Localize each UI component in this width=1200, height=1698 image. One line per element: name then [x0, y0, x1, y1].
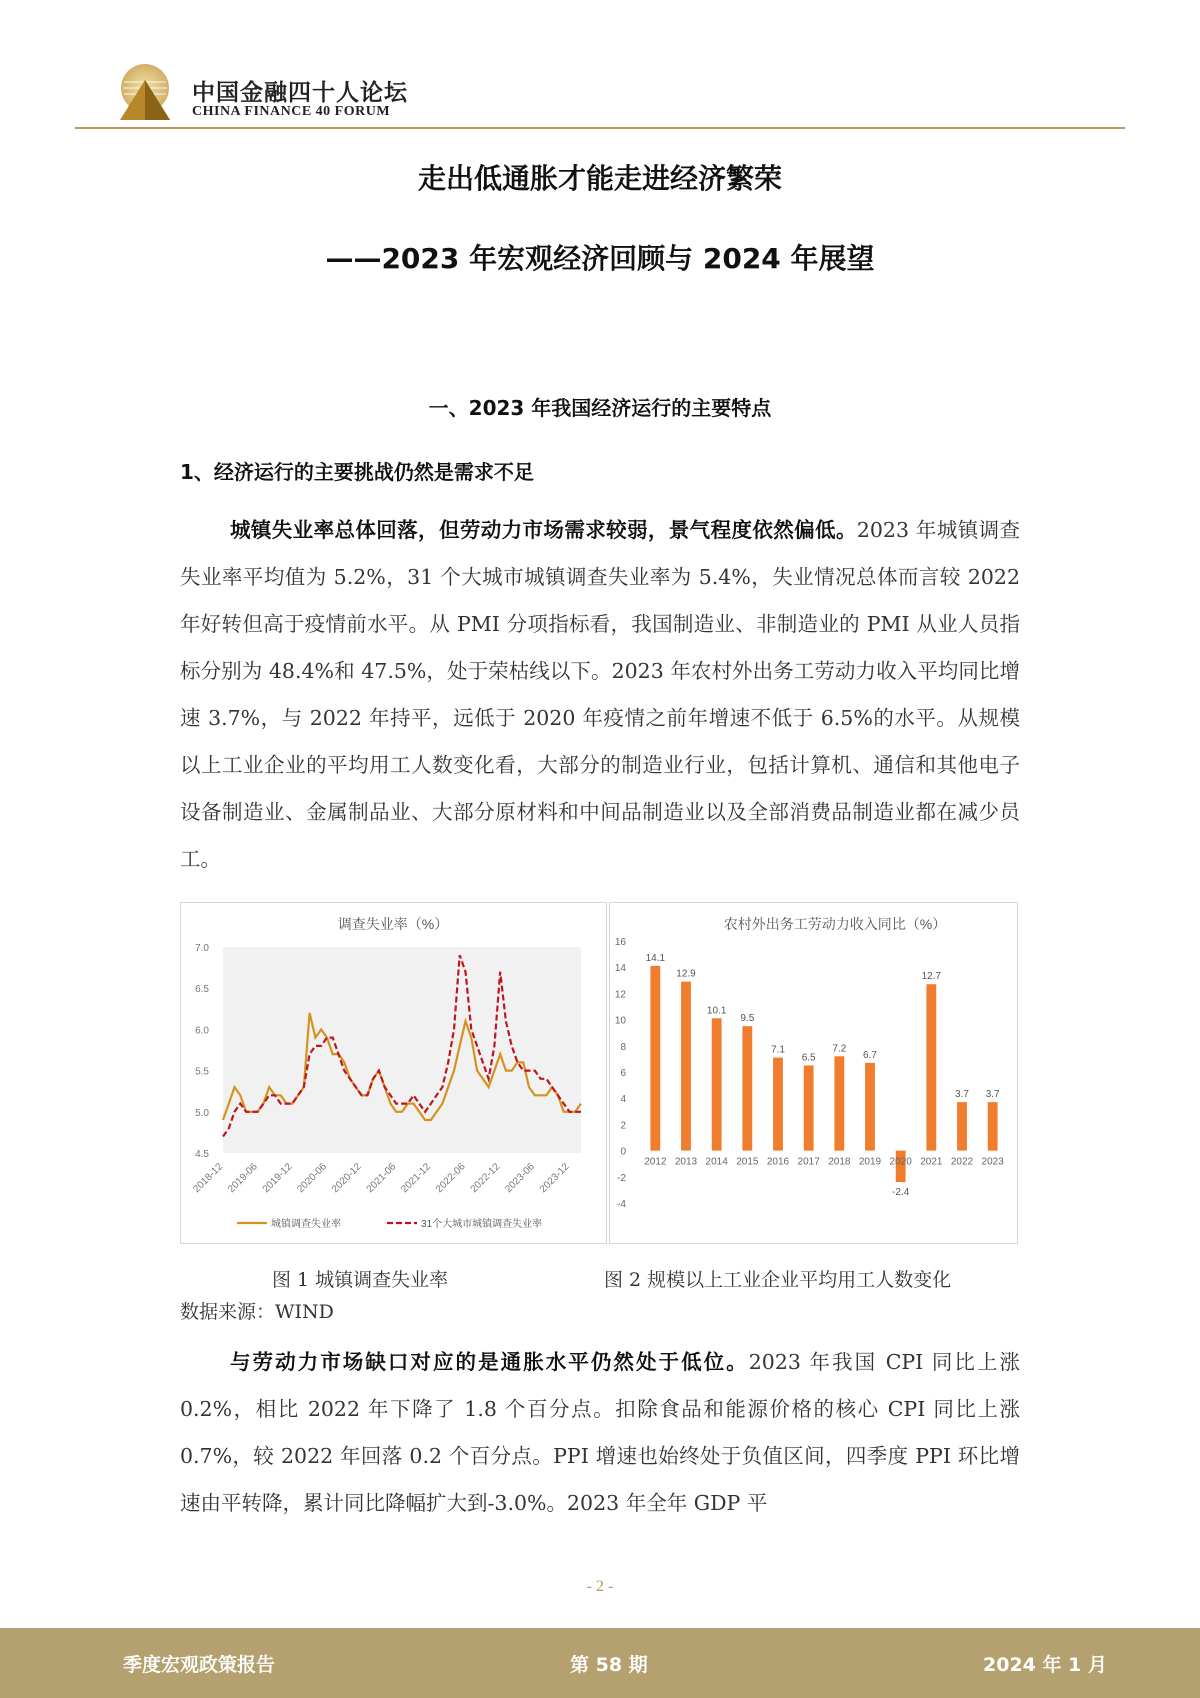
- paragraph-inflation: [180, 1339, 1020, 1527]
- paragraph-body: 2023 年我国 CPI 同比上涨 0.2%，相比 2022 年下降了 1.8 个百分点。扣除食品和能源价格的核心 CPI 同比上涨 0.7%，较 2022 年回落 0.2 个百分点。PPI 增速也始终处于负值区间，四季度 PPI 环比增速由平转降，累计同比降幅扩大到-3.0%。2023 年全年 GDP 平: [180, 1350, 1021, 1515]
- logo-chinese-name: 中国金融四十人论坛: [192, 80, 408, 106]
- y-tick-label: 12: [614, 989, 626, 1001]
- data-label: 6.5: [801, 1052, 816, 1064]
- report-subtitle: ——2023 年宏观经济回顾与 2024 年展望: [325, 242, 875, 275]
- income-bar-chart: [610, 903, 1017, 1243]
- y-tick-label: 8: [620, 1041, 626, 1053]
- x-tick-label: 2014: [705, 1156, 728, 1168]
- x-tick-label: 2013: [674, 1156, 698, 1168]
- data-label: 6.7: [863, 1049, 877, 1061]
- bar-2021: [926, 984, 936, 1150]
- bar-2015: [742, 1026, 752, 1150]
- figure2-caption: 图 2 规模以上工业企业平均用工人数变化: [604, 1269, 952, 1291]
- bar-2018: [834, 1056, 844, 1150]
- x-tick-label: 2020: [889, 1156, 912, 1168]
- chart-title: 调查失业率（%）: [337, 916, 449, 932]
- page-number: - 2 -: [586, 1578, 614, 1595]
- bar-2013: [681, 982, 691, 1151]
- x-tick-label: 2016: [766, 1156, 790, 1168]
- y-tick-label: 4.5: [195, 1149, 209, 1160]
- logo-english-name: CHINA FINANCE 40 FORUM: [192, 104, 391, 119]
- x-tick-label: 2021-12: [399, 1161, 433, 1196]
- pyramid-logo-icon: [112, 62, 178, 128]
- x-tick-label: 2019: [858, 1156, 882, 1168]
- y-tick-label: 6.5: [195, 984, 209, 996]
- data-label: 14.1: [645, 952, 666, 964]
- x-tick-label: 2023: [981, 1156, 1004, 1168]
- chart-unemployment-panel: [180, 902, 607, 1244]
- x-tick-label: 2015: [736, 1156, 759, 1168]
- forum-logo: [112, 62, 178, 128]
- data-label: 3.7: [955, 1089, 969, 1101]
- legend-label: 城镇调查失业率: [271, 1219, 341, 1230]
- x-tick-label: 2022: [950, 1156, 974, 1168]
- bar-2023: [988, 1102, 998, 1150]
- legend-label: 31个大城市城镇调查失业率: [421, 1219, 543, 1230]
- paragraph-lead: 与劳动力市场缺口对应的是通胀水平仍然处于低位。: [230, 1350, 749, 1374]
- y-tick-label: 16: [614, 937, 626, 948]
- data-label: 10.1: [706, 1005, 727, 1017]
- bar-2017: [804, 1065, 814, 1150]
- x-tick-label: 2019-12: [260, 1161, 295, 1196]
- y-tick-label: 4: [620, 1094, 626, 1106]
- data-label: 9.5: [740, 1013, 755, 1025]
- section-heading: 一、2023 年我国经济运行的主要特点: [428, 396, 772, 420]
- paragraph-lead: 城镇失业率总体回落，但劳动力市场需求较弱，景气程度依然偏低。: [230, 518, 857, 542]
- x-tick-label: 2020-06: [295, 1161, 330, 1196]
- x-tick-label: 2021: [920, 1156, 943, 1168]
- unemployment-line-chart: [181, 903, 606, 1243]
- y-tick-label: 6: [620, 1068, 626, 1079]
- y-tick-label: 5.5: [195, 1066, 209, 1078]
- bar-2019: [865, 1063, 875, 1151]
- header-divider: [75, 127, 1125, 129]
- x-tick-label: 2012: [644, 1156, 667, 1168]
- data-label: -2.4: [892, 1187, 910, 1199]
- data-label: 12.9: [676, 968, 696, 980]
- footer-date: 2024 年 1 月: [983, 1654, 1107, 1676]
- bar-2014: [712, 1018, 722, 1150]
- y-tick-label: 6.0: [195, 1025, 209, 1037]
- chart-title: 农村外出务工劳动力收入同比（%）: [723, 916, 947, 932]
- x-tick-label: 2018-12: [191, 1161, 226, 1196]
- data-label: 12.7: [921, 971, 942, 983]
- chart-income-panel: [609, 902, 1018, 1244]
- y-tick-label: 10: [614, 1015, 626, 1027]
- y-tick-label: 5.0: [195, 1107, 209, 1119]
- data-source: 数据来源：WIND: [180, 1301, 334, 1323]
- subsection-heading: 1、经济运行的主要挑战仍然是需求不足: [180, 460, 534, 484]
- paragraph-body: 2023 年城镇调查失业率平均值为 5.2%，31 个大城市城镇调查失业率为 5.4%，失业情况总体而言较 2022 年好转但高于疫情前水平。从 PMI 分项指标看，我国制造业、非制造业的 PMI 从业人员指标分别为 48.4%和 47.5%，处于荣枯线以下。2023 年农村外出务工劳动力收入平均同比增速 3.7%，与 2022 年持平，远低于 2020 年疫情之前年增速不低于 6.5%的水平。从规模以上工业企业的平均用工人数变化看，大部分的制造业行业，包括计算机、通信和其他电子设备制造业、金属制品业、大部分原材料和中间品制造业以及全部消费品制造业都在减少员工。: [180, 518, 1021, 871]
- plot-area: [223, 947, 581, 1153]
- bar-2016: [773, 1058, 783, 1151]
- paragraph-unemployment: [180, 507, 1020, 883]
- y-tick-label: 0: [620, 1146, 626, 1158]
- x-tick-label: 2021-06: [364, 1161, 399, 1196]
- x-tick-label: 2018: [828, 1156, 851, 1168]
- x-tick-label: 2019-06: [226, 1161, 260, 1196]
- bar-2012: [650, 966, 660, 1151]
- x-tick-label: 2022-06: [433, 1161, 468, 1196]
- x-tick-label: 2022-12: [468, 1161, 503, 1196]
- x-tick-label: 2023-06: [503, 1161, 537, 1196]
- x-tick-label: 2020-12: [329, 1161, 364, 1196]
- y-tick-label: 2: [620, 1120, 626, 1132]
- figure1-caption: 图 1 城镇调查失业率: [272, 1269, 449, 1291]
- y-tick-label: 14: [614, 963, 626, 975]
- data-label: 3.7: [985, 1089, 1000, 1101]
- x-tick-label: 2017: [797, 1156, 820, 1168]
- y-tick-label: -4: [617, 1199, 626, 1210]
- bar-2022: [957, 1102, 967, 1150]
- data-label: 7.2: [832, 1043, 847, 1055]
- y-tick-label: -2: [617, 1172, 626, 1184]
- data-label: 7.1: [771, 1044, 785, 1056]
- x-tick-label: 2023-12: [537, 1161, 572, 1196]
- y-tick-label: 7.0: [195, 943, 209, 954]
- footer-issue: 第 58 期: [570, 1654, 648, 1676]
- footer-report-name: 季度宏观政策报告: [123, 1654, 276, 1676]
- report-title: 走出低通胀才能走进经济繁荣: [417, 162, 782, 195]
